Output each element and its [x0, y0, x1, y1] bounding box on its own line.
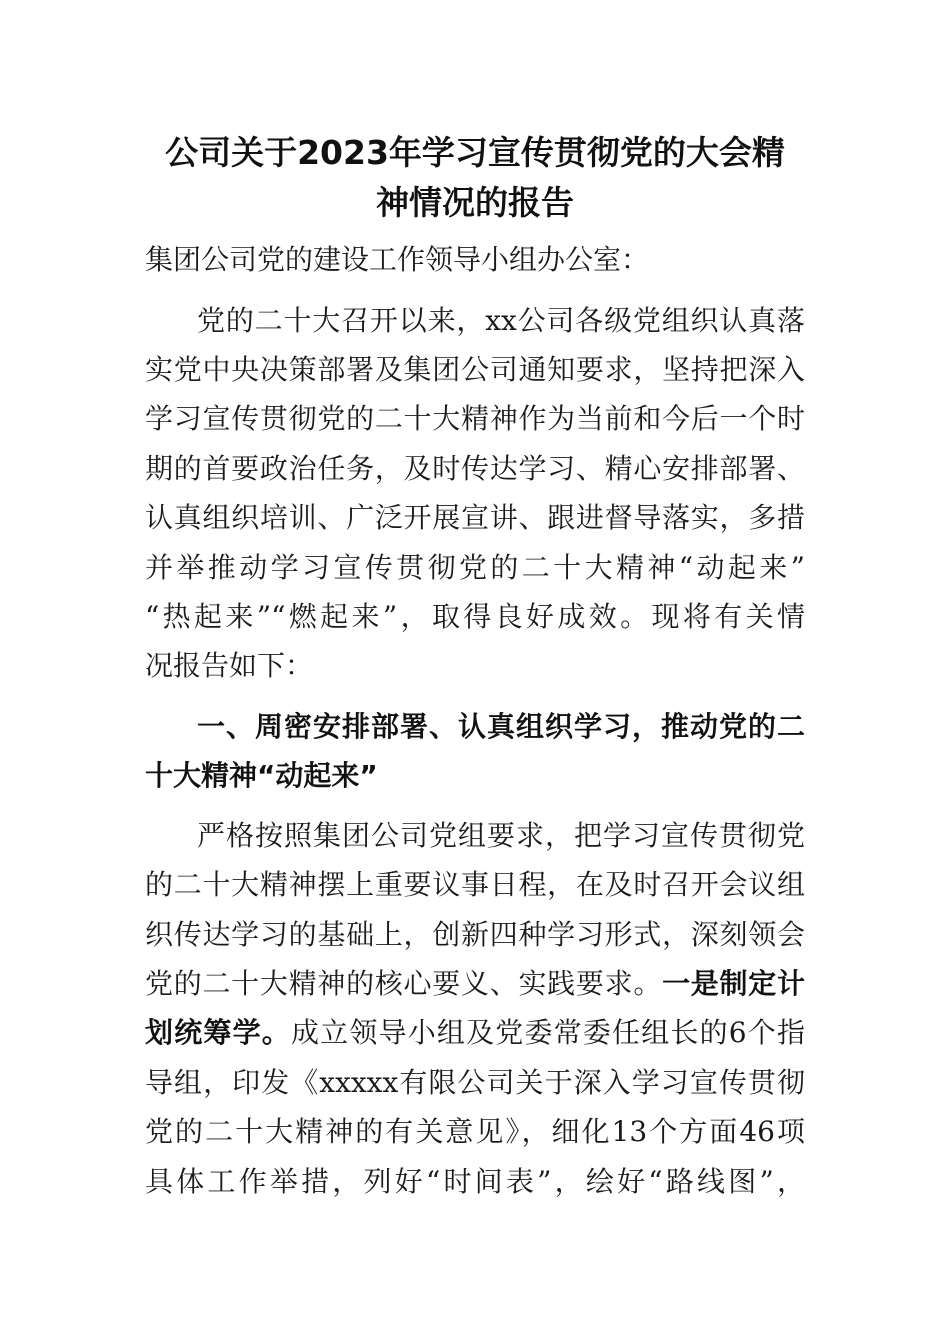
paragraph-1-line-2: 实党中央决策部署及集团公司通知要求，坚持把深入: [145, 353, 805, 386]
paragraph-2-line-4-text: 党的二十大精神的核心要义、实践要求。: [145, 967, 663, 1000]
emphasis-point-one-end: 划统筹学。: [145, 1016, 291, 1049]
paragraph-2-line-5-text: 成立领导小组及党委常委任组长的6个指: [290, 1016, 805, 1049]
paragraph-1-line-6: 并举推动学习宣传贯彻党的二十大精神“动起来”: [145, 551, 805, 584]
paragraph-2-line-5: [145, 1013, 805, 1053]
paragraph-1-line-5: 认真组织培训、广泛开展宣讲、跟进督导落实，多措: [145, 501, 805, 534]
paragraph-1-line-8: 况报告如下：: [145, 649, 314, 682]
document-title-line-2: 神情况的报告: [376, 183, 574, 222]
salutation: 集团公司党的建设工作领导小组办公室：: [145, 243, 650, 276]
paragraph-2-line-2: 的二十大精神摆上重要议事日程，在及时召开会议组: [145, 868, 805, 901]
paragraph-1-line-4: 期的首要政治任务，及时传达学习、精心安排部署、: [145, 452, 805, 485]
paragraph-2-line-8: 具体工作举措，列好“时间表”，绘好“路线图”，: [145, 1165, 805, 1198]
paragraph-2-line-4: [145, 964, 805, 1004]
paragraph-1-line-3: 学习宣传贯彻党的二十大精神作为当前和今后一个时: [145, 402, 805, 435]
paragraph-1-line-7: “热起来”“燃起来”，取得良好成效。现将有关情: [145, 600, 805, 633]
paragraph-1-line-1: 党的二十大召开以来，xx公司各级党组织认真落: [197, 304, 805, 337]
paragraph-2-line-3: 织传达学习的基础上，创新四种学习形式，深刻领会: [145, 918, 805, 951]
paragraph-2-line-6: 导组，印发《xxxxx有限公司关于深入学习宣传贯彻: [145, 1066, 805, 1099]
section-heading-1-line-2: 十大精神“动起来”: [145, 759, 378, 792]
paragraph-2-line-7: 党的二十大精神的有关意见》，细化13个方面46项: [145, 1115, 805, 1148]
document-title-line-1: 公司关于2023年学习宣传贯彻党的大会精: [165, 133, 785, 172]
emphasis-point-one-start: 一是制定计: [662, 967, 805, 1000]
paragraph-2-line-1: 严格按照集团公司党组要求，把学习宣传贯彻党: [197, 819, 805, 852]
section-heading-1-line-1: 一、周密安排部署、认真组织学习，推动党的二: [197, 710, 805, 743]
